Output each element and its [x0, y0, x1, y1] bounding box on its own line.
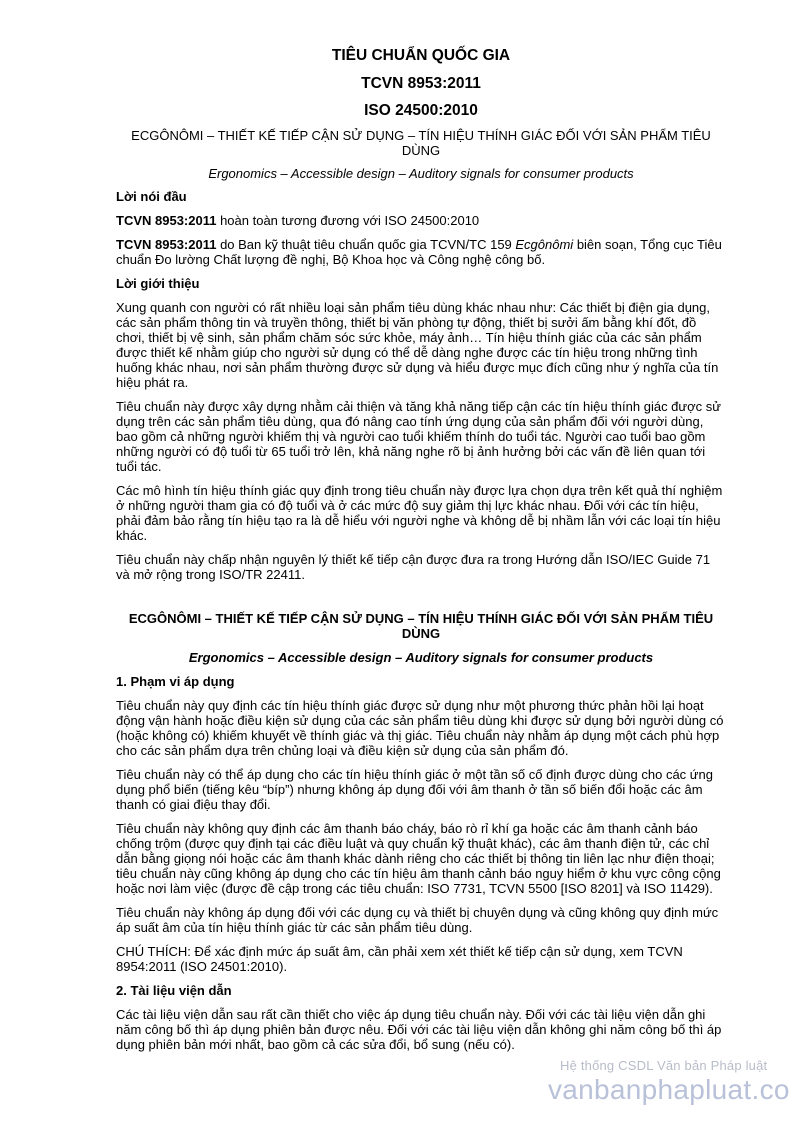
foreword-code-2: TCVN 8953:2011: [116, 237, 217, 252]
references-paragraph: Các tài liệu viện dẫn sau rất cần thiết cho việc áp dụng tiêu chuẩn này. Đối với các tài liệu viện dẫn ghi năm công bố thì áp dụng phiên bản được nêu. Đối với các tài liệu viện dẫn không ghi năm công bố thì áp dụng phiên bản mới nhất, bao gồm cả các sửa đổi, bổ sung (nếu có).: [116, 1007, 722, 1052]
scope-heading: 1. Phạm vi áp dụng: [116, 674, 235, 689]
foreword-text-1: hoàn toàn tương đương với ISO 24500:2010: [216, 213, 480, 228]
foreword-heading: Lời nói đầu: [116, 189, 187, 204]
foreword-code-1: TCVN 8953:2011: [116, 213, 217, 228]
foreword-italic-term: Ecgônômi: [515, 237, 574, 252]
standard-code: TCVN 8953:2011: [361, 75, 481, 92]
introduction-heading: Lời giới thiệu: [116, 276, 200, 291]
references-heading: 2. Tài liệu viện dẫn: [116, 983, 232, 998]
subject-english: Ergonomics – Accessible design – Auditory signals for consumer products: [208, 166, 634, 181]
scope-paragraph: Tiêu chuẩn này không quy định các âm thanh báo cháy, báo rò rỉ khí ga hoặc các âm thanh cảnh báo chống trộm (được quy định tại các điều luật và quy chuẩn kỹ thuật khác), các âm thanh điện tử, các chỉ dẫn bằng giọng nói hoặc các âm thanh khác dành riêng cho các thiết bị thông tin liên lạc như điện thoại; tiêu chuẩn này cũng không áp dụng cho các tín hiệu âm thanh cảnh báo nguy hiểm ở khu vực công cộng hoặc nơi làm việc (được đề cập trong các tiêu chuẩn: ISO 7731, TCVN 5500 [ISO 8201] và ISO 11429).: [116, 821, 721, 896]
document-title: TIÊU CHUẨN QUỐC GIA: [331, 47, 511, 64]
section-spacer: [116, 591, 726, 611]
introduction-paragraph: Các mô hình tín hiệu thính giác quy định trong tiêu chuẩn này được lựa chọn dựa trên kết quả thí nghiệm ở những người tham gia có độ tuổi và ở các mức độ suy giảm thị lực khác nhau. Đối với các tín hiệu, phải đảm bảo rằng tín hiệu tạo ra là dễ hiểu với người nghe và không dễ bị nhầm lẫn với các loại tín hiệu khác.: [116, 483, 723, 543]
scope-paragraph: Tiêu chuẩn này quy định các tín hiệu thính giác được sử dụng như một phương thức phản hồi lại hoạt động vận hành hoặc điều kiện sử dụng của các sản phẩm tiêu dùng khi được sử dụng bởi người dùng có (hoặc không có) khiếm khuyết về thính giác và thị giác. Tiêu chuẩn này nhằm áp dụng một cách phù hợp cho các sản phẩm dựa trên chủng loại và điều kiện sử dụng của sản phẩm đó.: [116, 698, 724, 758]
foreword-paragraph-1: [116, 213, 726, 228]
watermark-logo-text: vanbanphapluat.co: [548, 1074, 790, 1105]
scope-note: CHÚ THÍCH: Để xác định mức áp suất âm, cần phải xem xét thiết kế tiếp cận sử dụng, xem TCVN 8954:2011 (ISO 24501:2010).: [116, 944, 683, 974]
introduction-paragraph: Tiêu chuẩn này chấp nhận nguyên lý thiết kế tiếp cận được đưa ra trong Hướng dẫn ISO/IEC Guide 71 và mở rộng trong ISO/TR 22411.: [116, 552, 711, 582]
introduction-paragraph: Xung quanh con người có rất nhiều loại sản phẩm tiêu dùng khác nhau như: Các thiết bị điện gia dụng, các sản phẩm thông tin và truyền thông, thiết bị văn phòng tự động, thiết bị sưởi ấm bằng khí đốt, đồ chơi, thiết bị vệ sinh, sản phẩm chăm sóc sức khỏe, máy ảnh… Tín hiệu thính giác của các sản phẩm được thiết kế nhằm giúp cho người sử dụng có thể dễ dàng nghe được các tín hiệu trong những tình huống khác nhau, nơi sản phẩm thường được sử dụng và hiểu được mục đích cũng như ý nghĩa của tín hiệu phát ra.: [116, 300, 719, 390]
document-content: [116, 46, 726, 1061]
foreword-text-2a: do Ban kỹ thuật tiêu chuẩn quốc gia TCVN/TC 159: [216, 237, 516, 252]
watermark-caption: Hệ thống CSDL Văn bản Pháp luật: [560, 1058, 768, 1073]
introduction-paragraph: Tiêu chuẩn này được xây dựng nhằm cải thiện và tăng khả năng tiếp cận các tín hiệu thính giác được sử dụng trên các sản phẩm tiêu dùng, qua đó nâng cao tính ứng dụng của sản phẩm đối với người dùng, bao gồm cả những người khiếm thị và người cao tuổi khiếm thính do tuổi tác. Người cao tuổi bao gồm những người có độ tuổi từ 65 tuổi trở lên, khả năng nghe rõ bị ảnh hưởng bởi các vấn đề liên quan tới tuổi tác.: [116, 399, 721, 474]
foreword-paragraph-2: [116, 237, 726, 267]
scope-paragraph: Tiêu chuẩn này không áp dụng đối với các dụng cụ và thiết bị chuyên dụng và cũng không quy định mức áp suất âm của tín hiệu thính giác từ các sản phẩm tiêu dùng.: [116, 905, 719, 935]
iso-code: ISO 24500:2010: [364, 102, 478, 119]
body-subject-vietnamese: ECGÔNÔMI – THIẾT KẾ TIẾP CẬN SỬ DỤNG – TÍN HIỆU THÍNH GIÁC ĐỐI VỚI SẢN PHẨM TIÊU DÙNG: [128, 611, 714, 641]
scope-paragraph: Tiêu chuẩn này có thể áp dụng cho các tín hiệu thính giác ở một tần số cố định được dùng cho các ứng dụng phổ biến (tiếng kêu “bíp”) nhưng không áp dụng đối với âm thanh ở tần số biến đổi hoặc các âm thanh có giai điệu thay đổi.: [116, 767, 713, 812]
foreword-text-2b: biên soạn, Tổng cục Tiêu chuẩn Đo lường Chất lượng đề nghị, Bộ Khoa học và Công nghệ công bố.: [116, 237, 722, 267]
body-subject-english: Ergonomics – Accessible design – Auditory signals for consumer products: [188, 650, 654, 665]
subject-vietnamese: ECGÔNÔMI – THIẾT KẾ TIẾP CẬN SỬ DỤNG – TÍN HIỆU THÍNH GIÁC ĐỐI VỚI SẢN PHẨM TIÊU DÙNG: [131, 128, 711, 158]
